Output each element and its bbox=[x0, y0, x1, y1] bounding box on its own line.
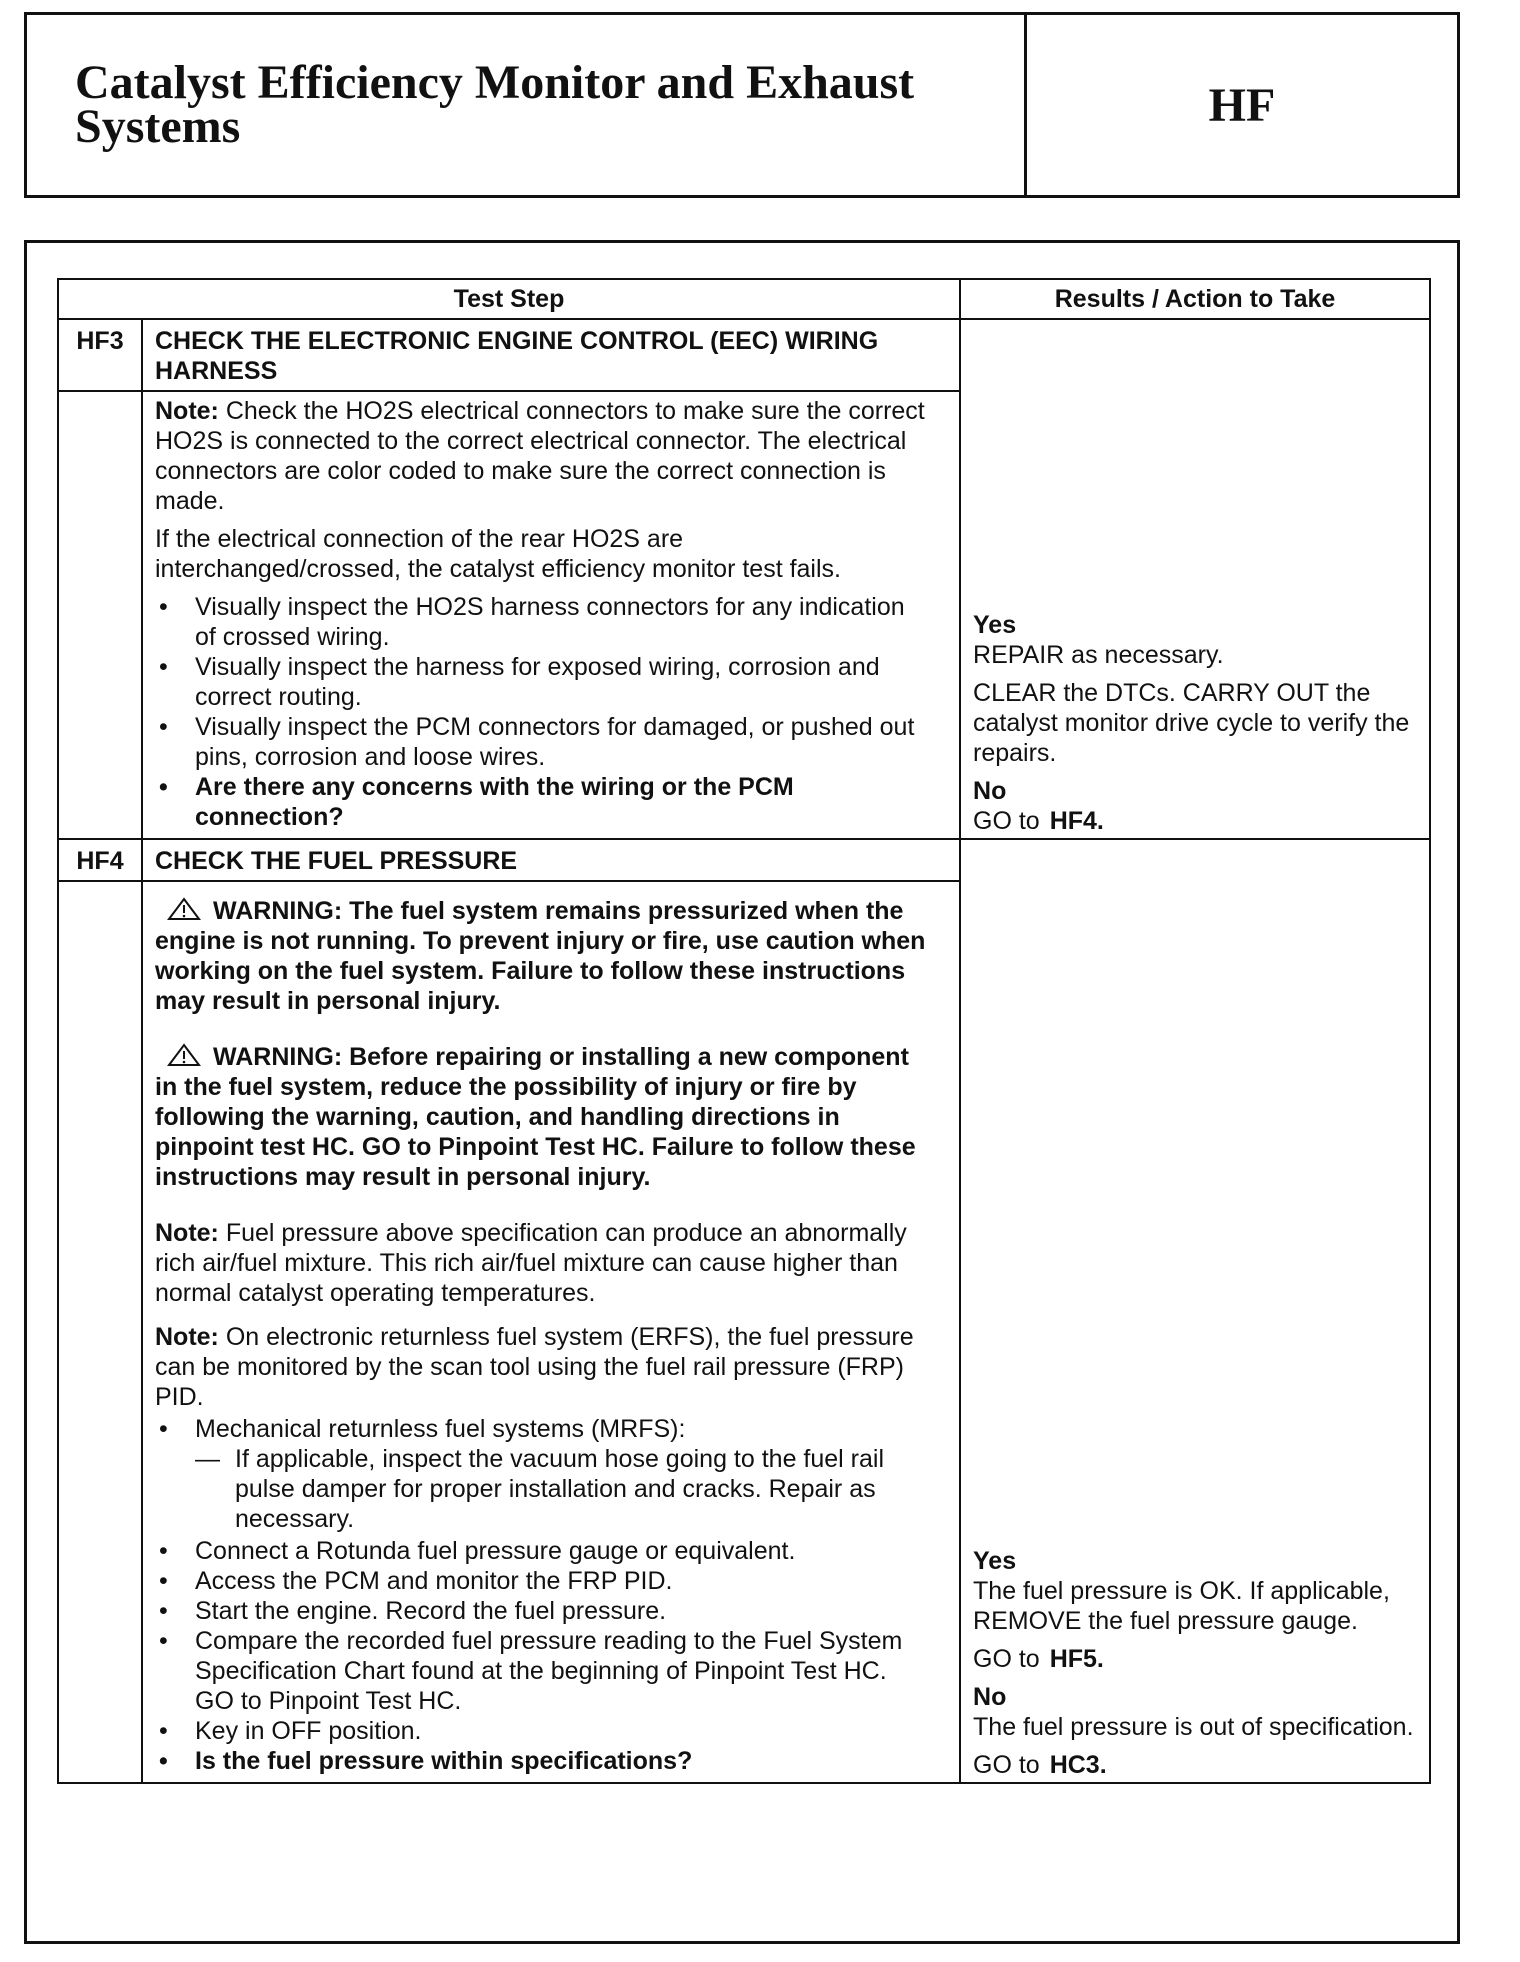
step-hf3-body bbox=[142, 391, 960, 839]
step-hf4-id-spacer bbox=[58, 881, 142, 1783]
hf3-question: • Are there any concerns with the wiring or the PCM connection? bbox=[155, 772, 929, 832]
hf4-note-2 bbox=[155, 1322, 929, 1412]
result-hf4-yes-label: Yes bbox=[973, 1547, 1017, 1575]
hf3-bullet-list bbox=[155, 592, 929, 832]
step-id-hf3: HF3 bbox=[58, 319, 142, 391]
step-title-hf4: CHECK THE FUEL PRESSURE bbox=[142, 839, 960, 881]
goto-target-hf4[interactable]: HF4. bbox=[1049, 807, 1104, 835]
goto-target-hc3[interactable]: HC3. bbox=[1049, 1751, 1107, 1779]
result-hf3-no-label: No bbox=[973, 777, 1007, 805]
list-item: • Start the engine. Record the fuel pressure. bbox=[155, 1596, 929, 1626]
table-header-row bbox=[58, 279, 1430, 319]
goto-prefix: GO to bbox=[973, 1645, 1040, 1673]
page-header bbox=[24, 12, 1460, 198]
hf4-note-1 bbox=[155, 1218, 929, 1308]
result-hf4-no-goto bbox=[973, 1750, 1419, 1780]
note-label: Note: bbox=[155, 1219, 219, 1247]
list-item: • Visually inspect the PCM connectors for damaged, or pushed out pins, corrosion and loose wires. bbox=[155, 712, 929, 772]
step-hf4-body bbox=[142, 881, 960, 1783]
warning-triangle-icon bbox=[167, 897, 201, 921]
content-panel bbox=[24, 240, 1460, 1944]
section-code: HF bbox=[1208, 78, 1276, 132]
note-text: Fuel pressure above specification can produce an abnormally rich air/fuel mixture. This rich air/fuel mixture can cause higher than normal catalyst operating temperatures. bbox=[155, 1219, 907, 1307]
note-text: On electronic returnless fuel system (ERFS), the fuel pressure can be monitored by the scan tool using the fuel rail pressure (FRP) PID. bbox=[155, 1323, 914, 1411]
goto-target-hf5[interactable]: HF5. bbox=[1049, 1645, 1104, 1673]
result-hf3-yes-label: Yes bbox=[973, 611, 1017, 639]
page-title: Catalyst Efficiency Monitor and Exhaust Systems bbox=[75, 56, 915, 153]
note-label: Note: bbox=[155, 1323, 219, 1351]
step-hf3-title-row bbox=[58, 319, 1430, 391]
hf3-note bbox=[155, 396, 929, 516]
col-header-results: Results / Action to Take bbox=[960, 279, 1430, 319]
step-hf3-id-spacer bbox=[58, 391, 142, 839]
list-item: • Compare the recorded fuel pressure reading to the Fuel System Specification Chart found at the beginning of Pinpoint Test HC. GO to Pinpoint Test HC. bbox=[155, 1626, 929, 1716]
note-label: Note: bbox=[155, 397, 219, 425]
result-hf4-no-label: No bbox=[973, 1683, 1007, 1711]
header-title-cell bbox=[27, 15, 1027, 195]
warning-block-2 bbox=[155, 1042, 929, 1192]
step-hf4-title-row bbox=[58, 839, 1430, 881]
hf4-question: • Is the fuel pressure within specifications? bbox=[155, 1746, 929, 1776]
hf4-dash-list bbox=[155, 1444, 929, 1534]
step-title-hf3: CHECK THE ELECTRONIC ENGINE CONTROL (EEC) WIRING HARNESS bbox=[142, 319, 960, 391]
list-item: • Mechanical returnless fuel systems (MRFS): bbox=[155, 1414, 929, 1444]
warning-block-1 bbox=[155, 896, 929, 1016]
result-hf4-no-line1: The fuel pressure is out of specification. bbox=[973, 1713, 1414, 1741]
list-item: • Access the PCM and monitor the FRP PID. bbox=[155, 1566, 929, 1596]
warning-triangle-icon bbox=[167, 1043, 201, 1067]
list-item: • Visually inspect the HO2S harness connectors for any indication of crossed wiring. bbox=[155, 592, 929, 652]
list-item: — If applicable, inspect the vacuum hose going to the fuel rail pulse damper for proper installation and cracks. Repair as necessary. bbox=[155, 1444, 929, 1534]
result-hf3 bbox=[960, 319, 1430, 839]
result-hf3-yes-line1: REPAIR as necessary. bbox=[973, 641, 1224, 669]
test-step-table bbox=[57, 278, 1431, 1784]
result-hf4-yes-line1: The fuel pressure is OK. If applicable, REMOVE the fuel pressure gauge. bbox=[973, 1577, 1390, 1635]
hf3-paragraph: If the electrical connection of the rear HO2S are interchanged/crossed, the catalyst efficiency monitor test fails. bbox=[155, 525, 841, 583]
list-item: • Connect a Rotunda fuel pressure gauge or equivalent. bbox=[155, 1536, 929, 1566]
list-item: • Visually inspect the harness for exposed wiring, corrosion and correct routing. bbox=[155, 652, 929, 712]
result-hf4-yes-goto bbox=[973, 1644, 1419, 1674]
col-header-test-step: Test Step bbox=[58, 279, 960, 319]
goto-prefix: GO to bbox=[973, 807, 1040, 835]
warning-text-1: WARNING: The fuel system remains pressurized when the engine is not running. To prevent injury or fire, use caution when working on the fuel system. Failure to follow these instructions may result in personal injury. bbox=[155, 897, 926, 1015]
list-item: • Key in OFF position. bbox=[155, 1716, 929, 1746]
goto-prefix: GO to bbox=[973, 1751, 1040, 1779]
result-hf4 bbox=[960, 839, 1430, 1783]
result-hf3-yes-line2: CLEAR the DTCs. CARRY OUT the catalyst monitor drive cycle to verify the repairs. bbox=[973, 679, 1410, 767]
note-text: Check the HO2S electrical connectors to make sure the correct HO2S is connected to the correct electrical connector. The electrical connectors are color coded to make sure the correct connection is made. bbox=[155, 397, 925, 515]
warning-text-2: WARNING: Before repairing or installing a new component in the fuel system, reduce the possibility of injury or fire by following the warning, caution, and handling directions in pinpoint test HC. GO to Pinpoint Test HC. Failure to follow these instructions may result in personal injury. bbox=[155, 1043, 916, 1191]
hf4-bullet-list-2 bbox=[155, 1536, 929, 1776]
step-id-hf4: HF4 bbox=[58, 839, 142, 881]
result-hf3-no-goto bbox=[973, 806, 1419, 836]
hf4-bullet-list-1 bbox=[155, 1414, 929, 1444]
